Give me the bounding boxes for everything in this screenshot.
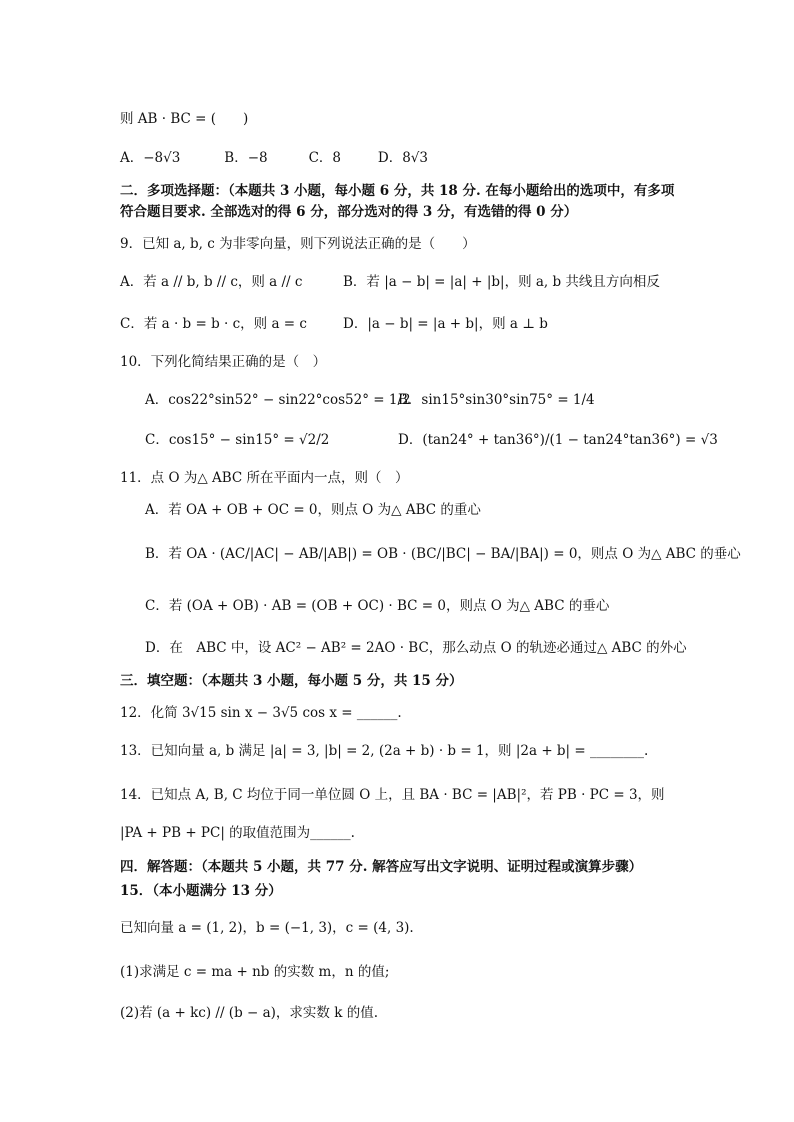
q11-stem: 11．点 O 为△ ABC 所在平面内一点，则（ ） [120,470,409,486]
q9-option-b: B．若 |a − b| = |a| + |b|，则 a, b 共线且方向相反 [343,274,660,290]
q8-stem-tail: 则 AB · BC = ( ) [120,111,249,127]
q8-options [120,148,428,168]
q10-option-b: B．sin15°sin30°sin75° = 1/4 [398,392,595,408]
q11-option-c: C．若 (OA + OB) · AB = (OB + OC) · BC = 0，则点 O 为△ ABC 的垂心 [145,598,610,614]
q12: 12．化简 3√15 sin x − 3√5 cos x = ______. [120,705,402,721]
q14-line2: |PA + PB + PC| 的取值范围为______. [120,825,355,841]
q13: 13．已知向量 a, b 满足 |a| = 3, |b| = 2, (2a + b) · b = 1，则 |2a + b| = ________. [120,743,649,759]
q10-option-c: C．cos15° − sin15° = √2/2 [145,432,330,448]
q15-title: 15．（本小题满分 13 分） [120,883,282,899]
q9-stem: 9．已知 a, b, c 为非零向量，则下列说法正确的是（ ） [120,236,476,252]
q14-line1: 14．已知点 A, B, C 均位于同一单位圆 O 上，且 BA · BC = |AB|²，若 PB · PC = 3，则 [120,787,665,803]
q15-given: 已知向量 a = (1, 2)，b = (−1, 3)，c = (4, 3). [120,920,414,936]
q8-option-d: D．8√3 [377,150,428,166]
q11-option-b: B．若 OA · (AC/|AC| − AB/|AB|) = OB · (BC/|BC| − BA/|BA|) = 0，则点 O 为△ ABC 的垂心 [145,546,741,562]
section2-heading-line1: 二．多项选择题：（本题共 3 小题，每小题 6 分，共 18 分. 在每小题给出的选项中，有多项 [120,183,675,199]
section2-heading-line2: 符合题目要求. 全部选对的得 6 分，部分选对的得 3 分，有选错的得 0 分） [120,204,578,220]
q10-option-a: A．cos22°sin52° − sin22°cos52° = 1/2 [145,392,411,408]
q11-option-a: A．若 OA + OB + OC = 0，则点 O 为△ ABC 的重心 [145,502,481,518]
q9-option-a: A．若 a // b, b // c，则 a // c [120,274,303,290]
q9-option-c: C．若 a · b = b · c，则 a = c [120,316,307,332]
q9-option-d: D．|a − b| = |a + b|，则 a ⊥ b [343,316,548,332]
q10-option-d: D．(tan24° + tan36°)/(1 − tan24°tan36°) = √3 [398,432,718,448]
q8-option-c: C．8 [308,150,342,166]
q15-part2: (2)若 (a + kc) // (b − a)，求实数 k 的值. [120,1005,378,1021]
q15-part1: (1)求满足 c = ma + nb 的实数 m，n 的值; [120,964,390,980]
q8-option-a: A．−8√3 [120,150,181,166]
section3-heading: 三．填空题：（本题共 3 小题，每小题 5 分，共 15 分） [120,673,463,689]
section4-heading: 四．解答题：（本题共 5 小题，共 77 分. 解答应写出文字说明、证明过程或演算步骤） [120,859,643,875]
q10-stem: 10．下列化简结果正确的是（ ） [120,354,327,370]
q8-option-b: B．−8 [224,150,268,166]
q11-option-d: D．在 ABC 中，设 AC² − AB² = 2AO · BC，那么动点 O 的轨迹必通过△ ABC 的外心 [145,640,687,656]
